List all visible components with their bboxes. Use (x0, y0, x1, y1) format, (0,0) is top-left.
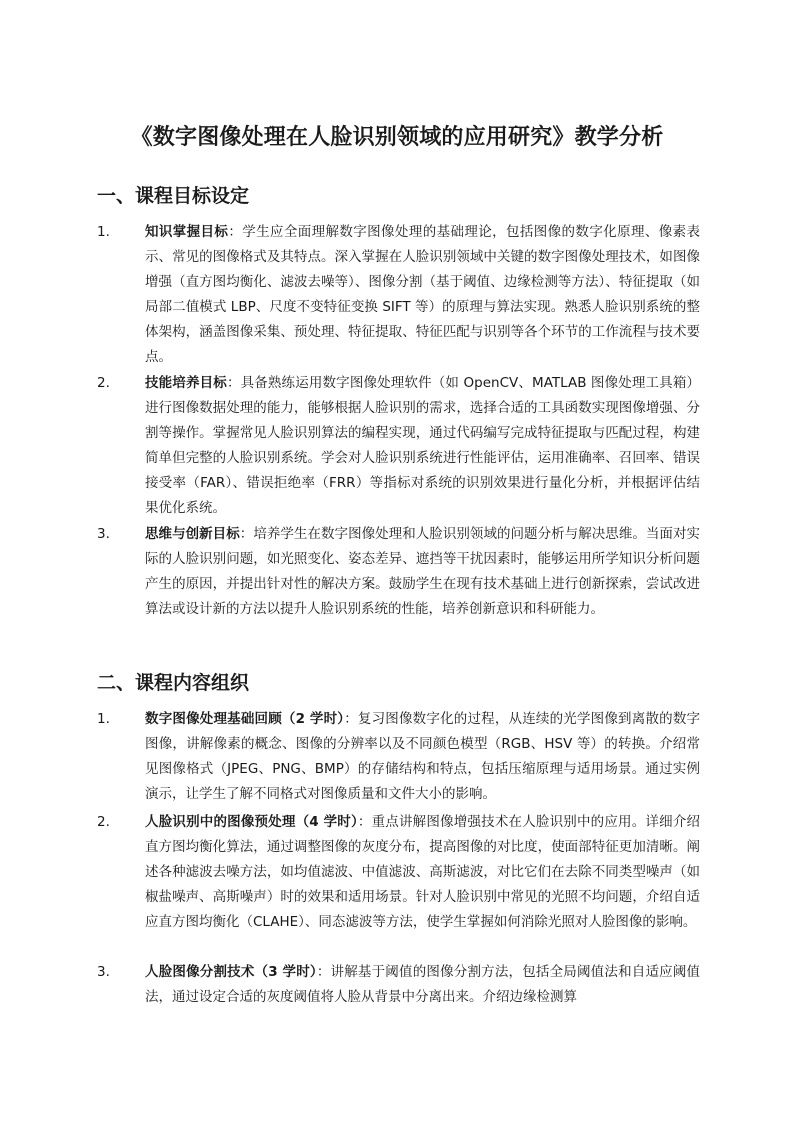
list-item-lead: 知识掌握目标 (145, 224, 229, 240)
list-item-body (145, 371, 700, 521)
page-title: 《数字图像处理在人脸识别领域的应用研究》教学分析 (130, 125, 664, 150)
section-heading-course-content: 二、课程内容组织 (97, 672, 250, 694)
list-item-body (145, 522, 700, 622)
list-item-text: 学生应全面理解数字图像处理的基础理论，包括图像的数字化原理、像素表示、常见的图像格式及其特点。深入掌握在人脸识别领域中关键的数字图像处理技术，如图像增强（直方图均衡化、滤波去噪等）、图像分割（基于阈值、边缘检测等方法）、特征提取（如局部二值模式 LBP、尺度不变特征变换 SIFT 等）的原理与算法实现。熟悉人脸识别系统的整体架构，涵盖图像采集、预处理、特征提取、特征匹配与识别等各个环节的工作流程与技术要点。 (145, 224, 701, 365)
list-item (97, 707, 717, 807)
section-heading-course-objectives: 一、课程目标设定 (97, 185, 250, 207)
list-item (97, 960, 717, 1010)
list-item-lead: 人脸图像分割技术（3 学时） (145, 964, 317, 980)
list-item-sep: ： (316, 964, 331, 980)
list-item-body (145, 220, 700, 370)
list-item-number: 3. (97, 964, 110, 980)
list-item-sep: ： (239, 526, 254, 542)
list-item-sep: ： (357, 814, 372, 830)
list-item-text: 复习图像数字化的过程，从连续的光学图像到离散的数字图像，讲解像素的概念、图像的分辨率以及不同颜色模型（RGB、HSV 等）的转换。介绍常见图像格式（JPEG、PNG、BMP）的存储结构和特点，包括压缩原理与适用场景。通过实例演示，让学生了解不同格式对图像质量和文件大小的影响。 (145, 711, 701, 802)
list-item-lead: 技能培养目标 (145, 375, 227, 391)
list-item-number: 3. (97, 526, 110, 542)
list-item-number: 2. (97, 375, 110, 391)
list-item-sep: ： (228, 224, 243, 240)
list-item (97, 220, 717, 370)
list-item-body (145, 960, 700, 1010)
list-item-text: 具备熟练运用数字图像处理软件（如 OpenCV、MATLAB 图像处理工具箱）进行图像数据处理的能力，能够根据人脸识别的需求，选择合适的工具函数实现图像增强、分割等操作。掌握常见人脸识别算法的编程实现，通过代码编写完成特征提取与匹配过程，构建简单但完整的人脸识别系统。学会对人脸识别系统进行性能评估，运用准确率、召回率、错误接受率（FAR）、错误拒绝率（FRR）等指标对系统的识别效果进行量化分析，并根据评估结果优化系统。 (145, 375, 700, 516)
list-item-lead: 数字图像处理基础回顾（2 学时） (145, 711, 345, 727)
list-item-number: 1. (97, 711, 110, 727)
list-item (97, 810, 717, 935)
list-item-sep: ： (344, 711, 358, 727)
list-item-sep: ： (226, 375, 241, 391)
list-item (97, 371, 717, 521)
list-item-text: 重点讲解图像增强技术在人脸识别中的应用。详细介绍直方图均衡化算法，通过调整图像的灰度分布，提高图像的对比度，使面部特征更加清晰。阐述各种滤波去噪方法，如均值滤波、中值滤波、高斯滤波，对比它们在去除不同类型噪声（如椒盐噪声、高斯噪声）时的效果和适用场景。针对人脸识别中常见的光照不均问题，介绍自适应直方图均衡化（CLAHE）、同态滤波等方法，使学生掌握如何消除光照对人脸图像的影响。 (145, 814, 701, 930)
list-item-number: 1. (97, 224, 110, 240)
list-item-body (145, 810, 700, 935)
list-item-lead: 思维与创新目标 (145, 526, 240, 542)
list-item-number: 2. (97, 814, 110, 830)
list-item-text: 讲解基于阈值的图像分割方法，包括全局阈值法和自适应阈值法，通过设定合适的灰度阈值将人脸从背景中分离出来。介绍边缘检测算 (145, 964, 701, 1005)
list-item-body (145, 707, 700, 807)
list-item-text: 培养学生在数字图像处理和人脸识别领域的问题分析与解决思维。当面对实际的人脸识别问题，如光照变化、姿态差异、遮挡等干扰因素时，能够运用所学知识分析问题产生的原因，并提出针对性的解决方案。鼓励学生在现有技术基础上进行创新探索，尝试改进算法或设计新的方法以提升人脸识别系统的性能，培养创新意识和科研能力。 (145, 526, 701, 617)
list-item (97, 522, 717, 622)
list-item-lead: 人脸识别中的图像预处理（4 学时） (145, 814, 358, 830)
